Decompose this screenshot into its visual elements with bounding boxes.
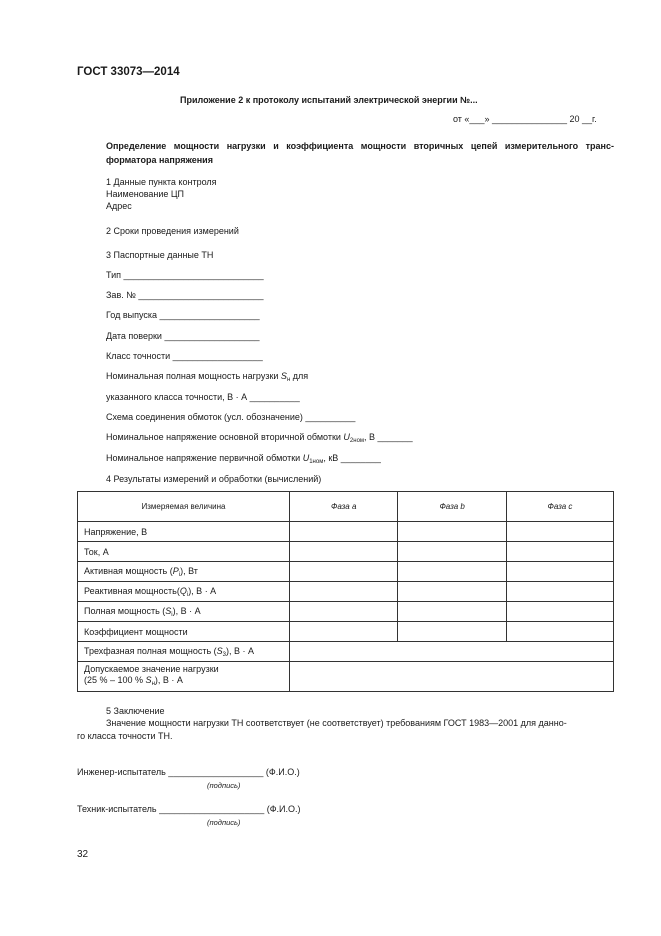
sec3-heading: 3 Паспортные данные ТН <box>106 250 214 260</box>
cell-current-a[interactable] <box>290 542 398 562</box>
cell-current-b[interactable] <box>398 542 506 562</box>
col-header-quantity: Измеряемая величина <box>78 492 290 522</box>
engineer-signature-line: Инженер-испытатель ___________________ (Ф.И.О.) <box>77 767 300 777</box>
row-label-three-phase-power: Трехфазная полная мощность $(S_3)$, В · А <box>78 642 290 662</box>
table-row <box>78 662 614 692</box>
sec2-heading: 2 Сроки проведения измерений <box>106 226 239 236</box>
field-winding-scheme: Схема соединения обмоток (усл. обозначение) __________ <box>106 412 356 422</box>
table-row <box>78 582 614 602</box>
row-label-full-power: Полная мощность $(S_i)$, В · А <box>78 602 290 622</box>
row-label-active-power: Активная мощность $(P_i)$, Вт <box>78 562 290 582</box>
cell-reactive-b[interactable] <box>398 582 506 602</box>
table-row <box>78 642 614 662</box>
section-title: Определение мощности нагрузки и коэффициента мощности вторичных цепей измерительного транс-форматора напряжения <box>106 141 614 165</box>
row-label-power-factor: Коэффициент мощности <box>78 622 290 642</box>
cell-voltage-a[interactable] <box>290 522 398 542</box>
technician-signature-caption: (подпись) <box>207 818 241 827</box>
field-type: Тип ____________________________ <box>106 270 264 280</box>
row-label-allowed-load: Допускаемое значение нагрузки (25 % – 100 % $S_н$), В · А <box>78 662 290 692</box>
field-serial: Зав. № _________________________ <box>106 290 264 300</box>
table-row <box>78 542 614 562</box>
table-row <box>78 522 614 542</box>
cell-pf-a[interactable] <box>290 622 398 642</box>
field-rated-power-line2: указанного класса точности, В · А __________ <box>106 392 300 402</box>
field-secondary-voltage: Номинальное напряжение основной вторичной обмотки $U_{2ном}$, В _______ <box>106 432 413 444</box>
field-rated-power: Номинальная полная мощность нагрузки $S_н$ для <box>106 371 309 383</box>
field-year: Год выпуска ____________________ <box>106 310 260 320</box>
sec4-heading: 4 Результаты измерений и обработки (вычислений) <box>106 474 322 484</box>
date-line: от «___» _______________ 20 __г. <box>453 114 597 124</box>
document-standard-header: ГОСТ 33073—2014 <box>77 66 180 78</box>
row-label-voltage: Напряжение, В <box>78 522 290 542</box>
cell-reactive-a[interactable] <box>290 582 398 602</box>
table-header-row <box>78 492 614 522</box>
table-row <box>78 622 614 642</box>
sec5-text-line2: го класса точности ТН. <box>77 731 173 741</box>
cell-full-c[interactable] <box>506 602 613 622</box>
table-row <box>78 602 614 622</box>
cell-pf-b[interactable] <box>398 622 506 642</box>
row-label-current: Ток, А <box>78 542 290 562</box>
results-table <box>77 491 614 692</box>
appendix-title: Приложение 2 к протоколу испытаний электрической энергии №... <box>180 95 478 105</box>
technician-signature-line: Техник-испытатель _____________________ (Ф.И.О.) <box>77 804 301 814</box>
sec5-heading: 5 Заключение <box>106 706 165 716</box>
field-primary-voltage: Номинальное напряжение первичной обмотки $U_{1ном}$, кВ ________ <box>106 453 381 465</box>
cell-reactive-c[interactable] <box>506 582 613 602</box>
col-header-phase-b: Фаза b <box>398 492 506 522</box>
cell-three-phase-value[interactable] <box>290 642 614 662</box>
cell-active-a[interactable] <box>290 562 398 582</box>
cell-full-a[interactable] <box>290 602 398 622</box>
col-header-phase-a: Фаза a <box>290 492 398 522</box>
page-number: 32 <box>77 849 89 860</box>
cell-pf-c[interactable] <box>506 622 613 642</box>
col-header-phase-c: Фаза c <box>506 492 613 522</box>
sec1-address: Адрес <box>106 201 132 211</box>
cell-full-b[interactable] <box>398 602 506 622</box>
engineer-signature-caption: (подпись) <box>207 781 241 790</box>
sec5-text-line1: Значение мощности нагрузки ТН соответствует (не соответствует) требованиям ГОСТ 1983—2001 для данно- <box>106 718 567 728</box>
cell-active-c[interactable] <box>506 562 613 582</box>
cell-voltage-c[interactable] <box>506 522 613 542</box>
cell-voltage-b[interactable] <box>398 522 506 542</box>
cell-current-c[interactable] <box>506 542 613 562</box>
row-label-reactive-power: Реактивная $мощность(Q_i)$, В · А <box>78 582 290 602</box>
field-verification-date: Дата поверки ___________________ <box>106 331 260 341</box>
sec1-name: Наименование ЦП <box>106 189 185 199</box>
field-accuracy-class: Класс точности __________________ <box>106 351 263 361</box>
table-row <box>78 562 614 582</box>
cell-active-b[interactable] <box>398 562 506 582</box>
sec1-heading: 1 Данные пункта контроля <box>106 177 217 187</box>
cell-allowed-load-value[interactable] <box>290 662 614 692</box>
